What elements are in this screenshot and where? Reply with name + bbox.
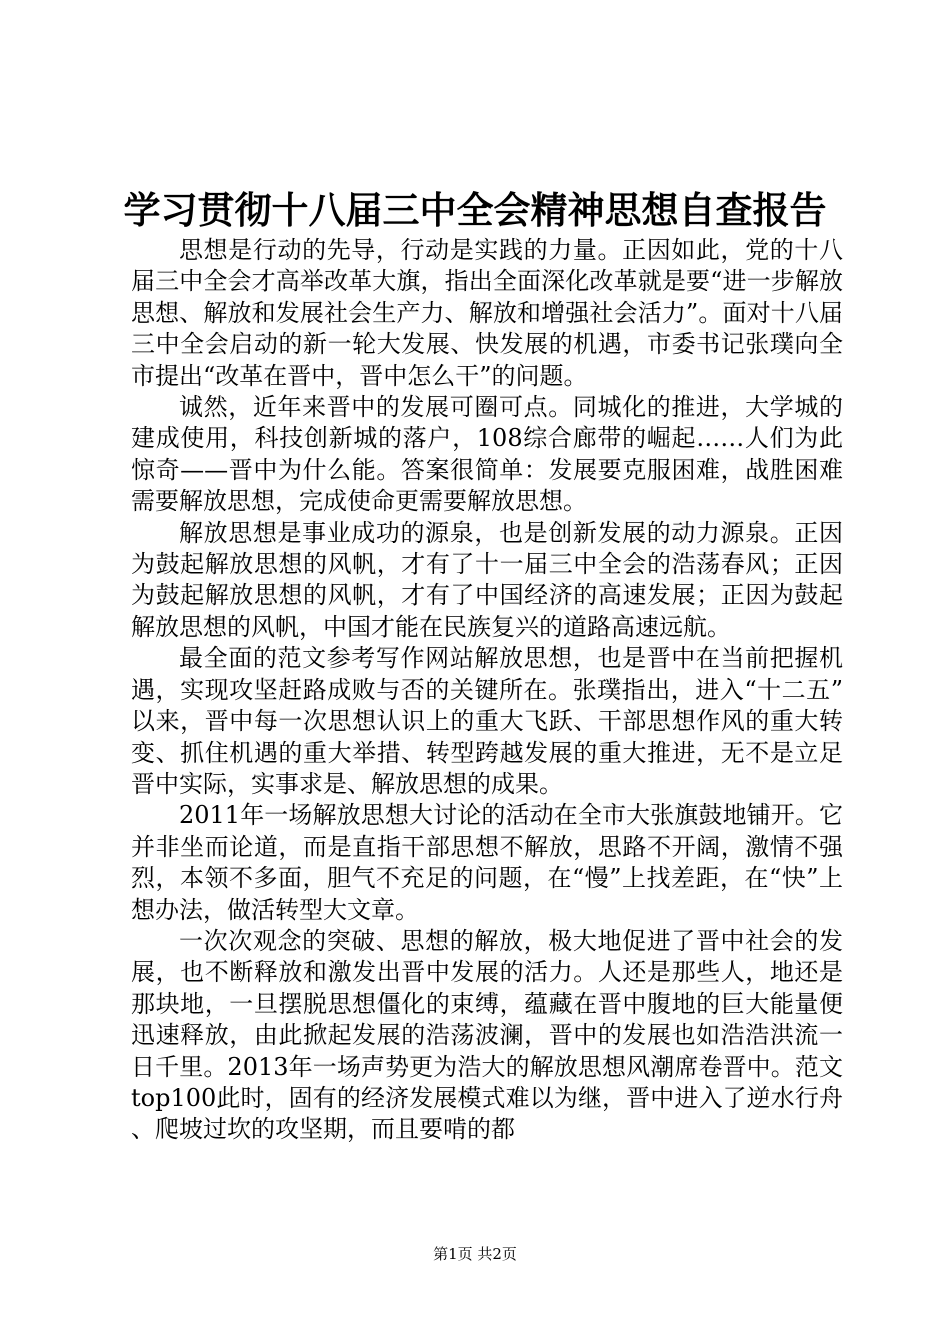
paragraph: 2011年一场解放思想大讨论的活动在全市大张旗鼓地铺开。它并非坐而论道，而是直指干部思想不解放，思路不开阔，激情不强烈，本领不多面，胆气不充足的问题，在“慢”上找差距，在“快”上想办法，做活转型大文章。: [131, 801, 843, 924]
paragraph: 诚然，近年来晋中的发展可圈可点。同城化的推进，大学城的建成使用，科技创新城的落户，108综合廊带的崛起……人们为此惊奇——晋中为什么能。答案很简单：发展要克服困难，战胜困难需要解放思想，完成使命更需要解放思想。: [131, 393, 843, 516]
paragraph: 解放思想是事业成功的源泉，也是创新发展的动力源泉。正因为鼓起解放思想的风帆，才有了十一届三中全会的浩荡春风；正因为鼓起解放思想的风帆，才有了中国经济的高速发展；正因为鼓起解放思想的风帆，中国才能在民族复兴的道路高速远航。: [131, 518, 843, 641]
paragraph: 最全面的范文参考写作网站解放思想，也是晋中在当前把握机遇，实现攻坚赶路成败与否的关键所在。张璞指出，进入“十二五”以来，晋中每一次思想认识上的重大飞跃、干部思想作风的重大转变、抓住机遇的重大举措、转型跨越发展的重大推进，无不是立足晋中实际，实事求是、解放思想的成果。: [131, 644, 843, 798]
paragraph: 思想是行动的先导，行动是实践的力量。正因如此，党的十八届三中全会才高举改革大旗，指出全面深化改革就是要“进一步解放思想、解放和发展社会生产力、解放和增强社会活力”。面对十八届三中全会启动的新一轮大发展、快发展的机遇，市委书记张璞向全市提出“改革在晋中，晋中怎么干”的问题。: [131, 236, 843, 390]
document-title: 学习贯彻十八届三中全会精神思想自查报告: [123, 188, 827, 232]
paragraph: 一次次观念的突破、思想的解放，极大地促进了晋中社会的发展，也不断释放和激发出晋中发展的活力。人还是那些人，地还是那块地，一旦摆脱思想僵化的束缚，蕴藏在晋中腹地的巨大能量便迅速释放，由此掀起发展的浩荡波澜，晋中的发展也如浩浩洪流一日千里。2013年一场声势更为浩大的解放思想风潮席卷晋中。范文top100此时，固有的经济发展模式难以为继，晋中进入了逆水行舟、爬坡过坎的攻坚期，而且要啃的都: [131, 926, 843, 1144]
document-body: [131, 235, 843, 1146]
page-footer: 第1页 共2页: [433, 1245, 517, 1263]
